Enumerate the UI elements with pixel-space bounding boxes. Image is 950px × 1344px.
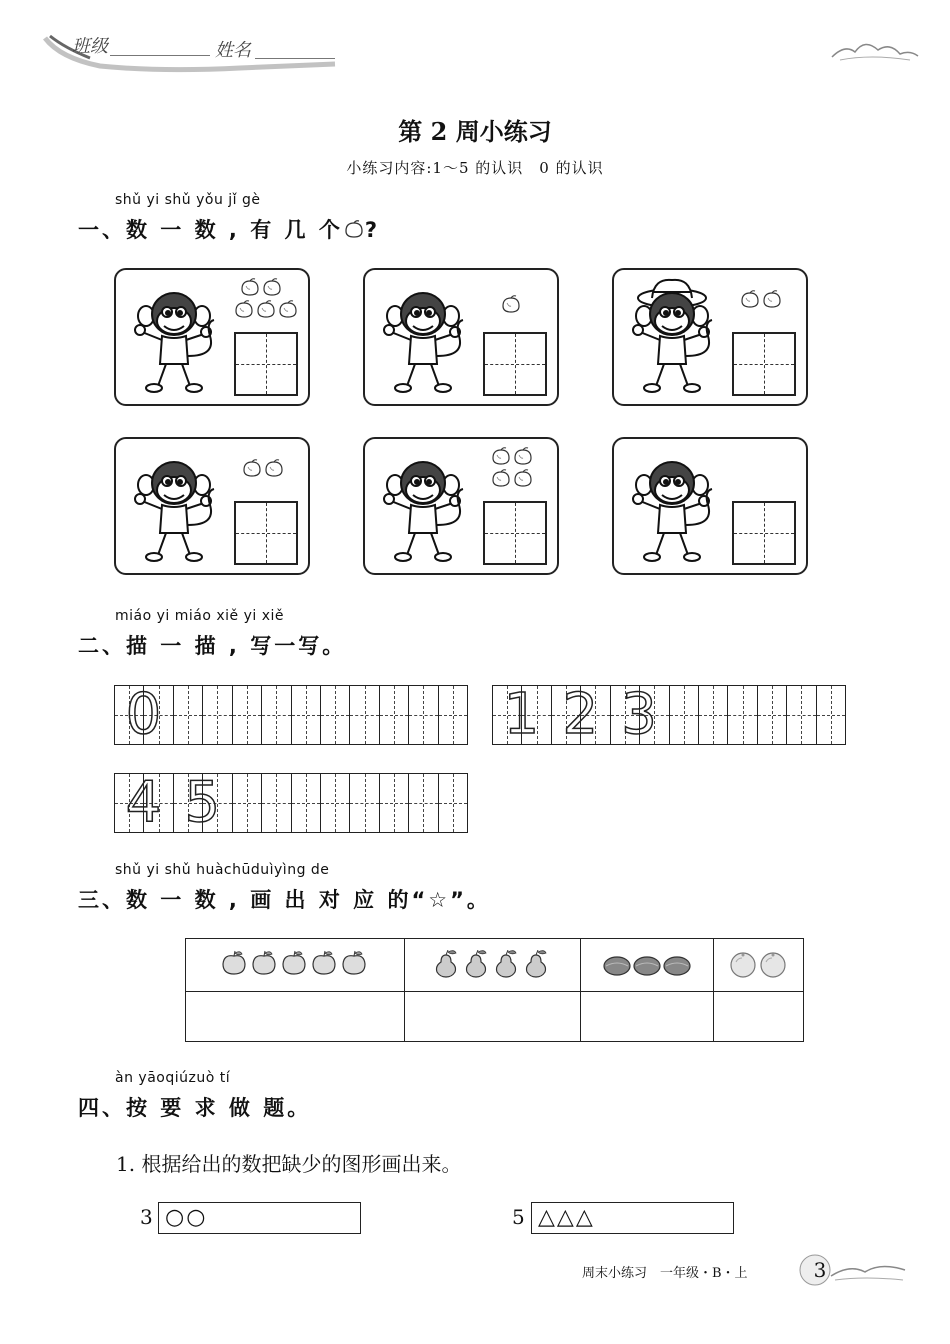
trace-digit: 2 xyxy=(562,682,599,747)
pear-cell xyxy=(404,939,580,992)
lemon-icon xyxy=(662,950,692,980)
trace-digit: 4 xyxy=(125,770,162,835)
peach-icon-group xyxy=(116,274,312,324)
pear-icon xyxy=(522,950,552,980)
apple-icon xyxy=(310,950,340,980)
page-number: 3 xyxy=(813,1258,827,1282)
apple-icon xyxy=(340,950,370,980)
writing-cell[interactable] xyxy=(321,774,350,832)
writing-cell[interactable] xyxy=(409,686,438,744)
section2-pinyin: miáo yi miáo xiě yi xiě xyxy=(115,608,285,624)
writing-cell[interactable] xyxy=(439,774,467,832)
writing-cell[interactable] xyxy=(699,686,728,744)
mountain-decoration-icon xyxy=(830,32,920,67)
peach-icon-group xyxy=(116,443,312,493)
peach-icon-group xyxy=(614,274,810,324)
orange-icon xyxy=(728,950,758,980)
monkey-card xyxy=(114,437,310,575)
writing-cell[interactable] xyxy=(262,686,291,744)
writing-cell[interactable] xyxy=(350,774,379,832)
writing-cell[interactable] xyxy=(233,774,262,832)
pear-icon xyxy=(492,950,522,980)
writing-cell[interactable] xyxy=(611,682,657,747)
name-label: 姓名 xyxy=(215,40,251,61)
apple-cell xyxy=(186,939,405,992)
answer-tian-box[interactable] xyxy=(234,332,298,396)
page-subtitle: 小练习内容:1～5 的认识 0 的认识 xyxy=(346,159,604,177)
writing-cell[interactable] xyxy=(292,774,321,832)
writing-cell[interactable] xyxy=(409,774,438,832)
section1-pinyin: shǔ yi shǔ yǒu jǐ gè xyxy=(115,192,261,208)
answer-tian-box[interactable] xyxy=(732,332,796,396)
name-field[interactable] xyxy=(255,58,335,59)
writing-cell[interactable] xyxy=(292,686,321,744)
item-number-5: 5 xyxy=(512,1205,525,1229)
writing-grid-0[interactable] xyxy=(114,682,468,747)
question-1: 1. 根据给出的数把缺少的图形画出来。 xyxy=(116,1152,462,1176)
writing-cell[interactable] xyxy=(728,686,757,744)
peach-icon xyxy=(343,219,365,239)
answer-tian-box[interactable] xyxy=(483,332,547,396)
trace-digit: 3 xyxy=(621,682,657,747)
orange-cell xyxy=(713,939,803,992)
footer-text: 周末小练习 一年级・B・上 xyxy=(582,1266,748,1281)
answer-tian-box[interactable] xyxy=(483,501,547,565)
peach-icon-group xyxy=(365,443,561,493)
shape-answer-box-3[interactable]: ○○ xyxy=(158,1202,361,1234)
writing-cell[interactable] xyxy=(380,774,409,832)
trace-digit: 0 xyxy=(125,682,162,747)
writing-cell[interactable] xyxy=(439,686,467,744)
shape-answer-box-5[interactable]: △△△ xyxy=(531,1202,734,1234)
writing-cell[interactable] xyxy=(115,770,162,835)
trace-digit: 1 xyxy=(503,682,540,747)
writing-cell[interactable] xyxy=(262,774,291,832)
apple-icon xyxy=(280,950,310,980)
writing-cell[interactable] xyxy=(233,686,262,744)
lemon-icon xyxy=(632,950,662,980)
section2-heading: 二、描 一 描 , 写一写。 xyxy=(78,634,347,658)
page-title: 第 2 周小练习 xyxy=(398,117,552,146)
writing-cell[interactable] xyxy=(493,682,540,747)
writing-cell[interactable] xyxy=(321,686,350,744)
lemon-star-answer[interactable] xyxy=(580,992,713,1042)
star-answer-row xyxy=(186,992,804,1042)
apple-icon xyxy=(250,950,280,980)
pear-icon xyxy=(462,950,492,980)
writing-cell[interactable] xyxy=(174,686,203,744)
monkey-card xyxy=(612,268,808,406)
monkey-card xyxy=(363,437,559,575)
apple-star-answer[interactable] xyxy=(186,992,405,1042)
writing-cell[interactable] xyxy=(115,682,162,747)
class-field[interactable] xyxy=(110,55,210,56)
writing-cell[interactable] xyxy=(670,686,699,744)
monkey-card xyxy=(114,268,310,406)
fruit-star-table xyxy=(185,938,804,1042)
lemon-icon xyxy=(602,950,632,980)
section3-heading: 三、数 一 数 , 画 出 对 应 的“☆”。 xyxy=(78,888,491,912)
peach-icon-group xyxy=(614,443,810,493)
writing-cell[interactable] xyxy=(817,686,845,744)
monkey-card xyxy=(612,437,808,575)
fruit-row xyxy=(186,939,804,992)
answer-tian-box[interactable] xyxy=(234,501,298,565)
writing-grid-1-3[interactable] xyxy=(492,682,846,747)
monkey-card xyxy=(363,268,559,406)
writing-cell[interactable] xyxy=(758,686,787,744)
pear-star-answer[interactable] xyxy=(404,992,580,1042)
answer-tian-box[interactable] xyxy=(732,501,796,565)
writing-cell[interactable] xyxy=(350,686,379,744)
writing-cell[interactable] xyxy=(203,686,232,744)
writing-grid-4-5[interactable] xyxy=(114,770,468,835)
writing-cell[interactable] xyxy=(174,770,221,835)
section1-heading: 一、数 一 数 , 有 几 个 ? xyxy=(78,218,381,242)
section4-heading: 四、按 要 求 做 题。 xyxy=(78,1096,312,1120)
peach-icon-group xyxy=(365,274,561,324)
item-number-3: 3 xyxy=(140,1205,153,1229)
section4-pinyin: àn yāoqiúzuò tí xyxy=(115,1070,231,1086)
writing-cell[interactable] xyxy=(380,686,409,744)
pear-icon xyxy=(432,950,462,980)
orange-star-answer[interactable] xyxy=(713,992,803,1042)
writing-cell[interactable] xyxy=(552,682,599,747)
orange-icon xyxy=(758,950,788,980)
section3-pinyin: shǔ yi shǔ huàchūduìyìng de xyxy=(115,862,330,878)
writing-cell[interactable] xyxy=(787,686,816,744)
trace-digit: 5 xyxy=(184,770,221,835)
class-label: 班级 xyxy=(72,36,108,57)
apple-icon xyxy=(220,950,250,980)
lemon-cell xyxy=(580,939,713,992)
